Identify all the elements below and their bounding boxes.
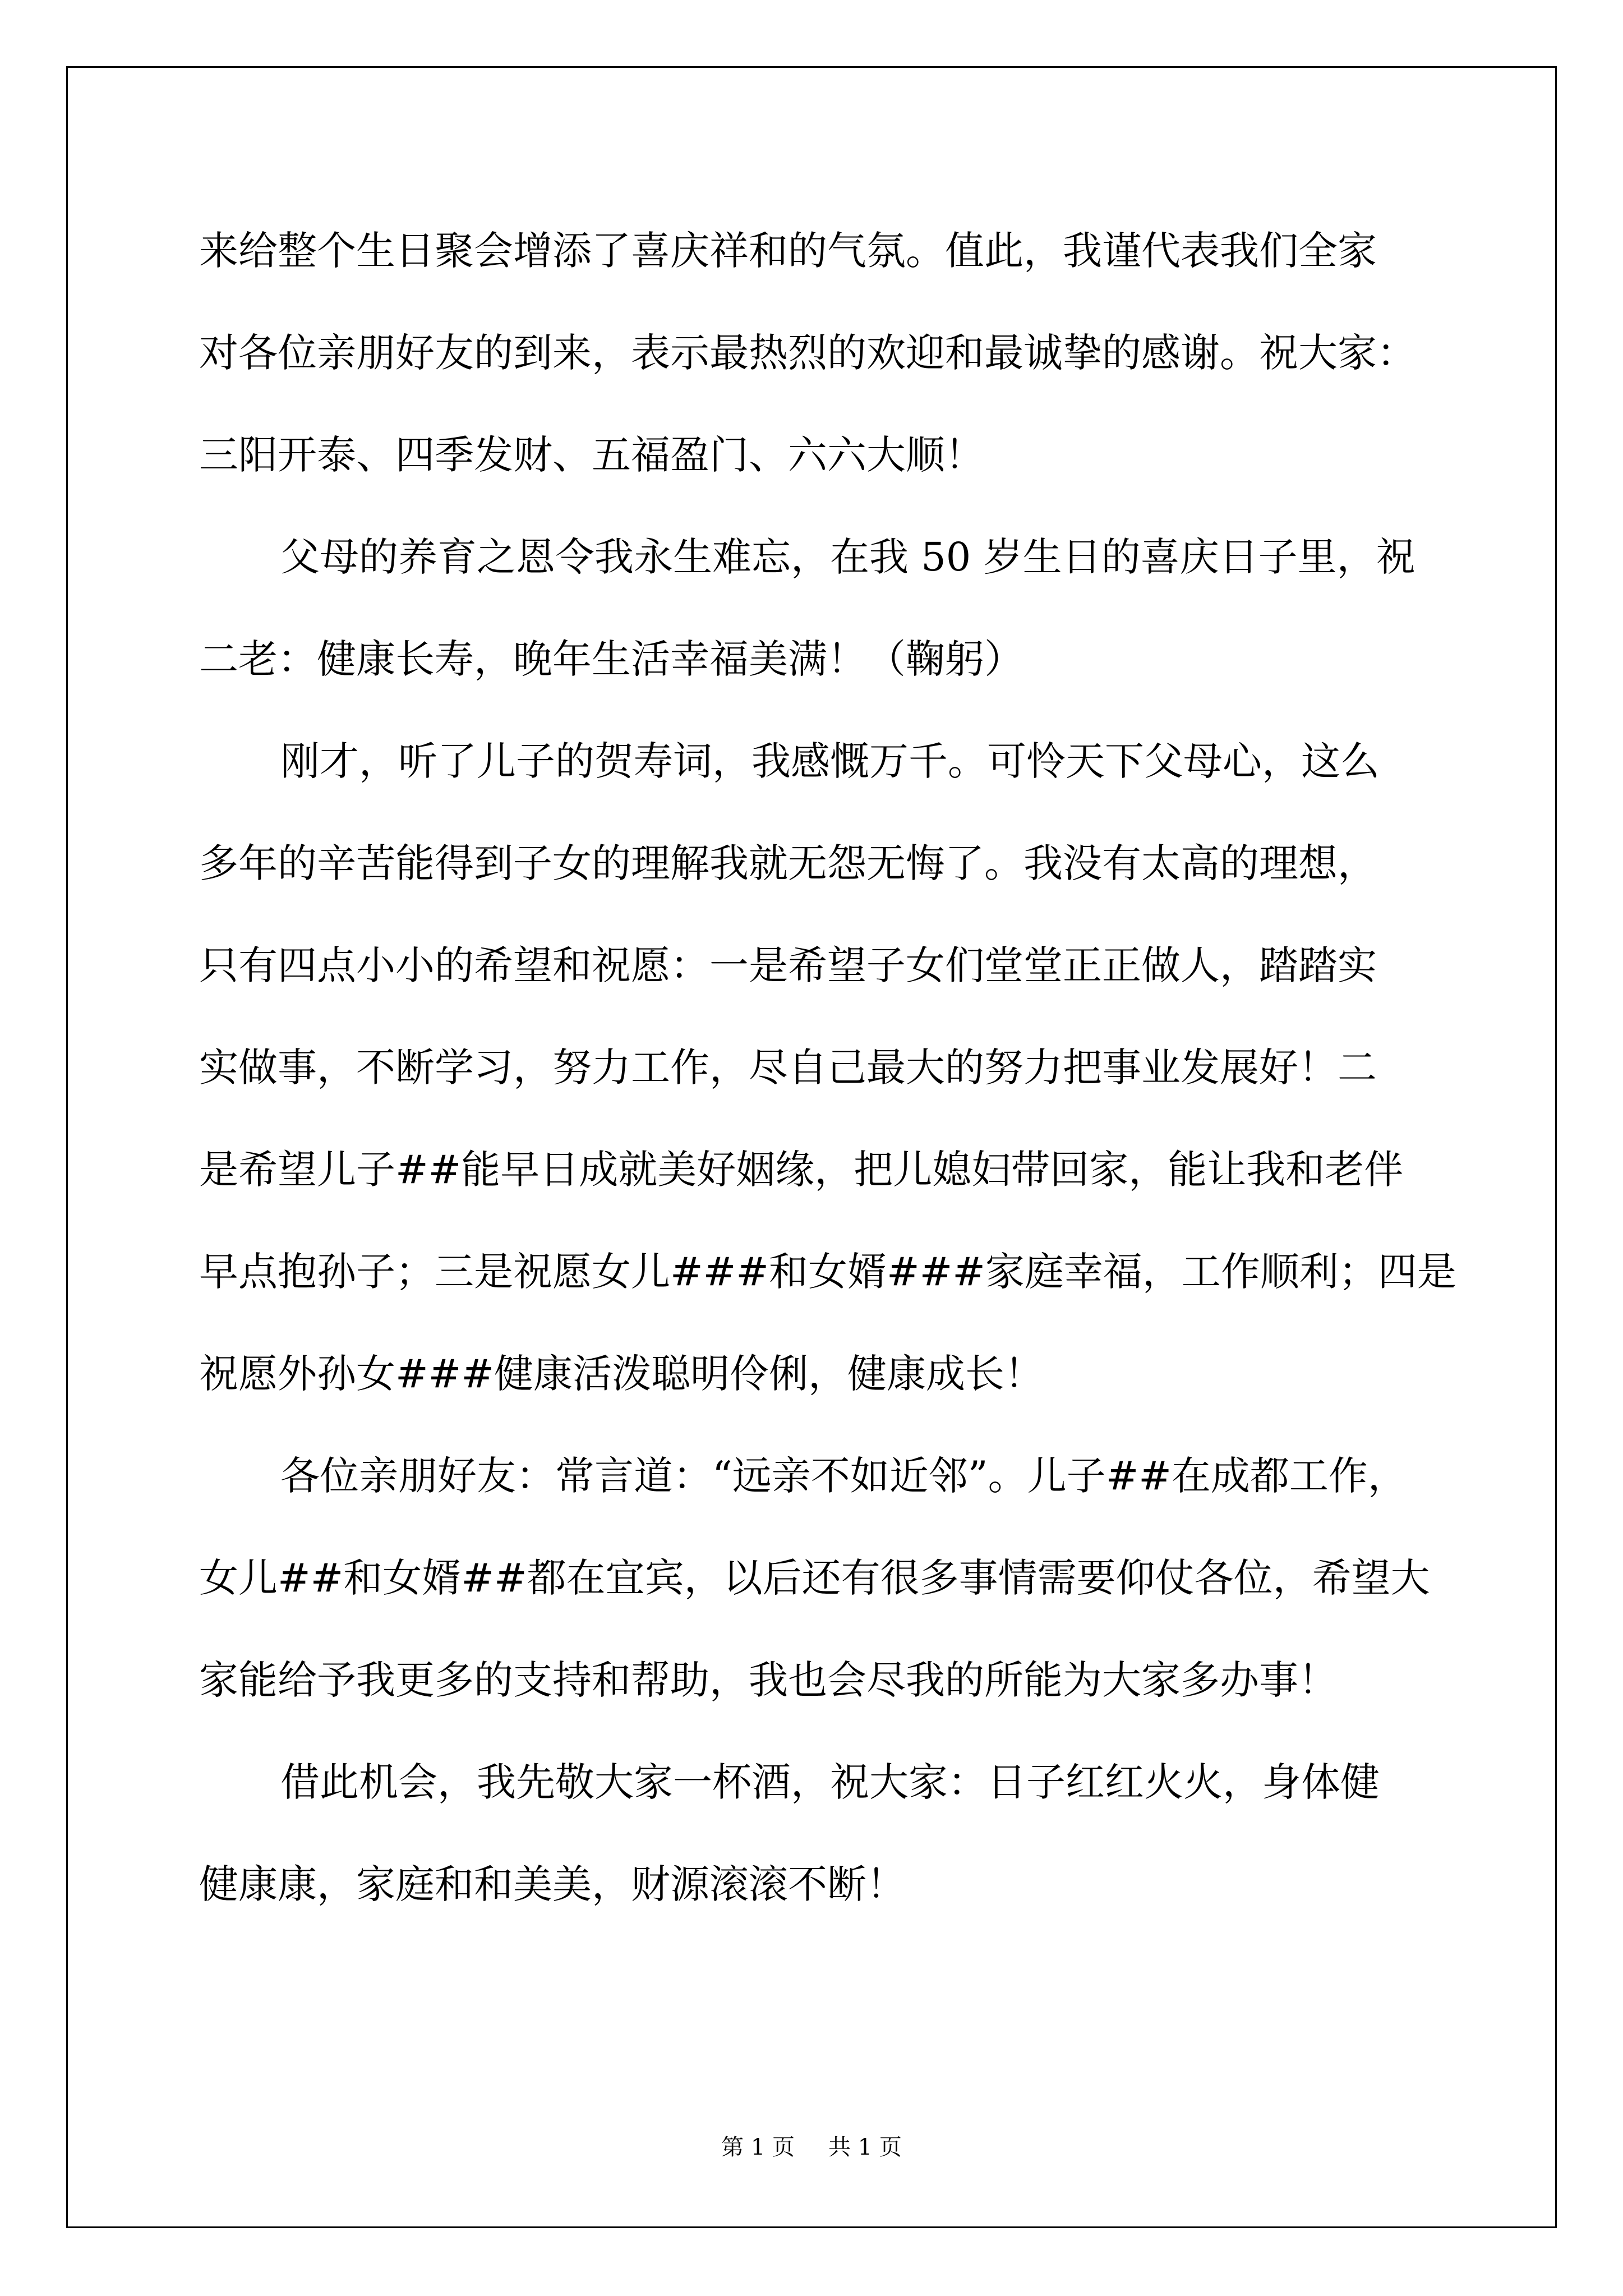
text-line-17: 健康康，家庭和和美美，财源滚滚不断！ [199, 1861, 906, 1907]
page-number-current: 第 1 页 [721, 2134, 795, 2160]
text-line-1: 来给整个生日聚会增添了喜庆祥和的气氛。值此，我谨代表我们全家 [199, 228, 1377, 274]
page-number-total: 共 1 页 [828, 2134, 902, 2160]
text-line-7: 多年的辛苦能得到子女的理解我就无怨无悔了。我没有太高的理想， [199, 840, 1377, 886]
text-line-5: 二老：健康长寿，晚年生活幸福美满！（鞠躬） [199, 636, 1023, 682]
text-line-9: 实做事，不断学习，努力工作，尽自己最大的努力把事业发展好！二 [199, 1045, 1377, 1091]
text-line-10: 是希望儿子##能早日成就美好姻缘，把儿媳妇带回家，能让我和老伴 [199, 1147, 1404, 1193]
text-line-15: 家能给予我更多的支持和帮助，我也会尽我的所能为大家多办事！ [199, 1657, 1338, 1703]
text-line-3: 三阳开泰、四季发财、五福盈门、六六大顺！ [199, 432, 984, 478]
text-line-4: 父母的养育之恩令我永生难忘，在我 50 岁生日的喜庆日子里，祝 [280, 534, 1415, 580]
text-line-13: 各位亲朋好友：常言道：“远亲不如近邻”。儿子##在成都工作， [280, 1453, 1407, 1499]
page-footer [0, 2131, 1623, 2164]
text-line-2: 对各位亲朋好友的到来，表示最热烈的欢迎和最诚挚的感谢。祝大家： [199, 330, 1416, 376]
text-line-8: 只有四点小小的希望和祝愿：一是希望子女们堂堂正正做人，踏踏实 [199, 942, 1377, 988]
text-line-12: 祝愿外孙女###健康活泼聪明伶俐，健康成长！ [199, 1351, 1044, 1397]
text-line-16: 借此机会，我先敬大家一杯酒，祝大家：日子红红火火，身体健 [280, 1759, 1380, 1805]
text-line-6: 刚才，听了儿子的贺寿词，我感慨万千。可怜天下父母心，这么 [280, 738, 1380, 784]
text-line-14: 女儿##和女婿##都在宜宾，以后还有很多事情需要仰仗各位，希望大 [199, 1555, 1430, 1601]
document-body [199, 222, 1456, 1957]
text-line-11: 早点抱孙子；三是祝愿女儿###和女婿###家庭幸福，工作顺利；四是 [199, 1249, 1456, 1295]
